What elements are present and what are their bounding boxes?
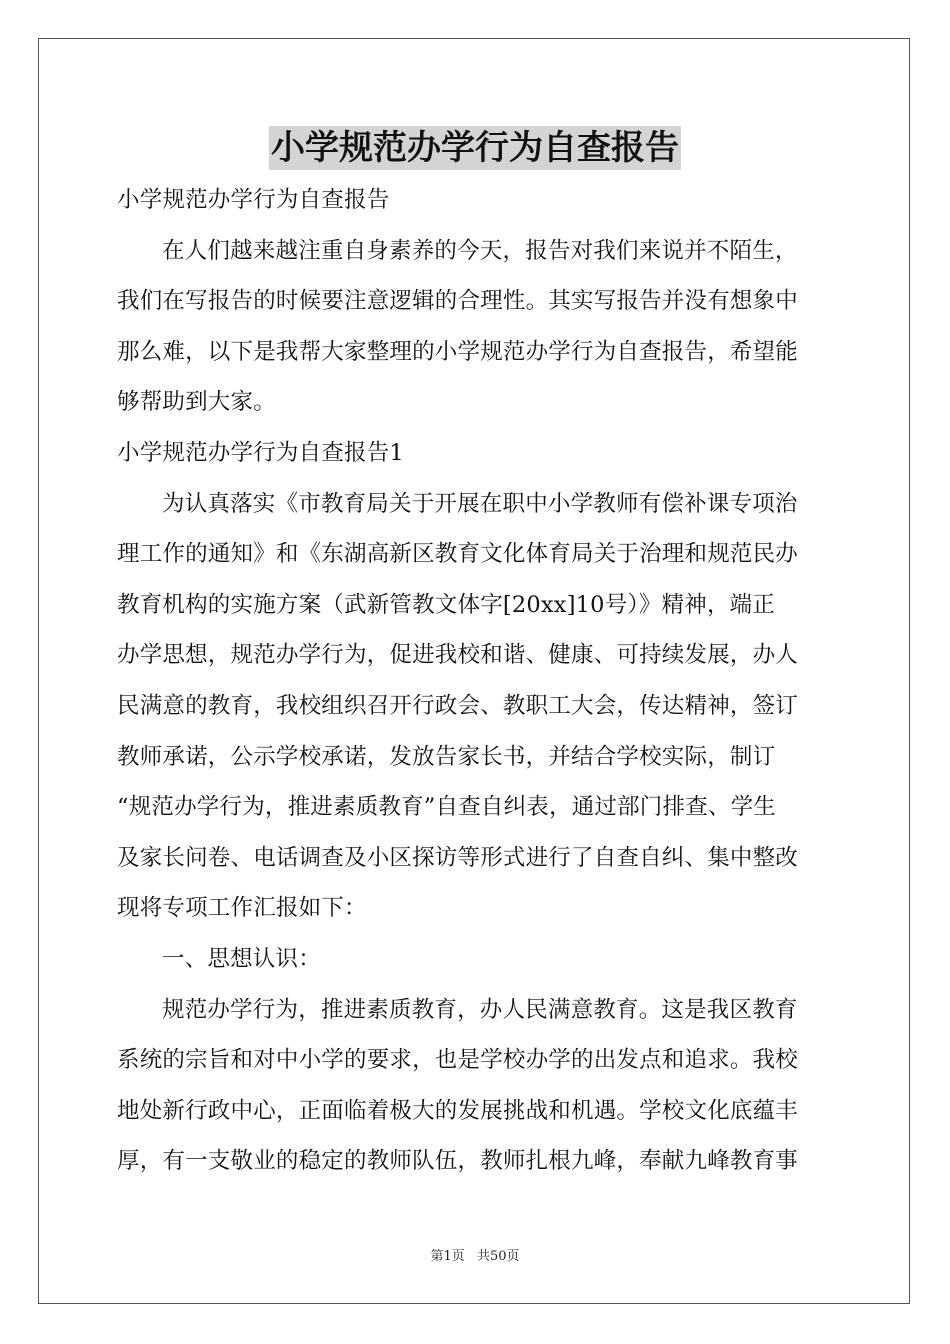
text-line: 理工作的通知》和《东湖高新区教育文化体育局关于治理和规范民办	[117, 541, 799, 568]
document-body	[117, 175, 835, 1187]
text-line: 在人们越来越注重自身素养的今天，报告对我们来说并不陌生，	[162, 237, 798, 264]
text-line: 及家长问卷、电话调查及小区探访等形式进行了自查自纠、集中整改	[117, 844, 799, 871]
text-line: 现将专项工作汇报如下：	[117, 895, 367, 922]
text-line: 我们在写报告的时候要注意逻辑的合理性。其实写报告并没有想象中	[117, 288, 799, 315]
text-line: 小学规范办学行为自查报告1	[117, 439, 404, 466]
text-line: 民满意的教育，我校组织召开行政会、教职工大会，传达精神，签订	[117, 692, 799, 719]
text-line: 那么难，以下是我帮大家整理的小学规范办学行为自查报告，希望能	[117, 338, 799, 365]
text-line: 够帮助到大家。	[117, 389, 276, 416]
page-footer	[0, 1245, 950, 1264]
title-container	[0, 126, 950, 170]
text-line: 厚，有一支敬业的稳定的教师队伍，教师扎根九峰，奉献九峰教育事	[117, 1148, 799, 1175]
document-title: 小学规范办学行为自查报告	[271, 128, 679, 168]
page-total: 共50页	[476, 1249, 520, 1264]
text-line: 一、思想认识：	[162, 945, 321, 972]
text-line: 小学规范办学行为自查报告	[117, 187, 390, 213]
text-line: 教师承诺，公示学校承诺，发放告家长书，并结合学校实际，制订	[117, 743, 776, 770]
text-line: 办学思想，规范办学行为，促进我校和谐、健康、可持续发展，办人	[117, 642, 799, 669]
text-line: 系统的宗旨和对中小学的要求，也是学校办学的出发点和追求。我校	[117, 1047, 799, 1074]
page-number: 第1页	[430, 1249, 465, 1264]
text-line: 规范办学行为，推进素质教育，办人民满意教育。这是我区教育	[162, 996, 798, 1023]
text-line: 为认真落实《市教育局关于开展在职中小学教师有偿补课专项治	[162, 490, 798, 517]
text-line: “规范办学行为，推进素质教育”自查自纠表，通过部门排查、学生	[117, 794, 777, 821]
text-line: 地处新行政中心，正面临着极大的发展挑战和机遇。学校文化底蕴丰	[117, 1097, 799, 1124]
text-line: 教育机构的实施方案（武新管教文体字[20xx]10号）》精神，端正	[117, 591, 776, 618]
